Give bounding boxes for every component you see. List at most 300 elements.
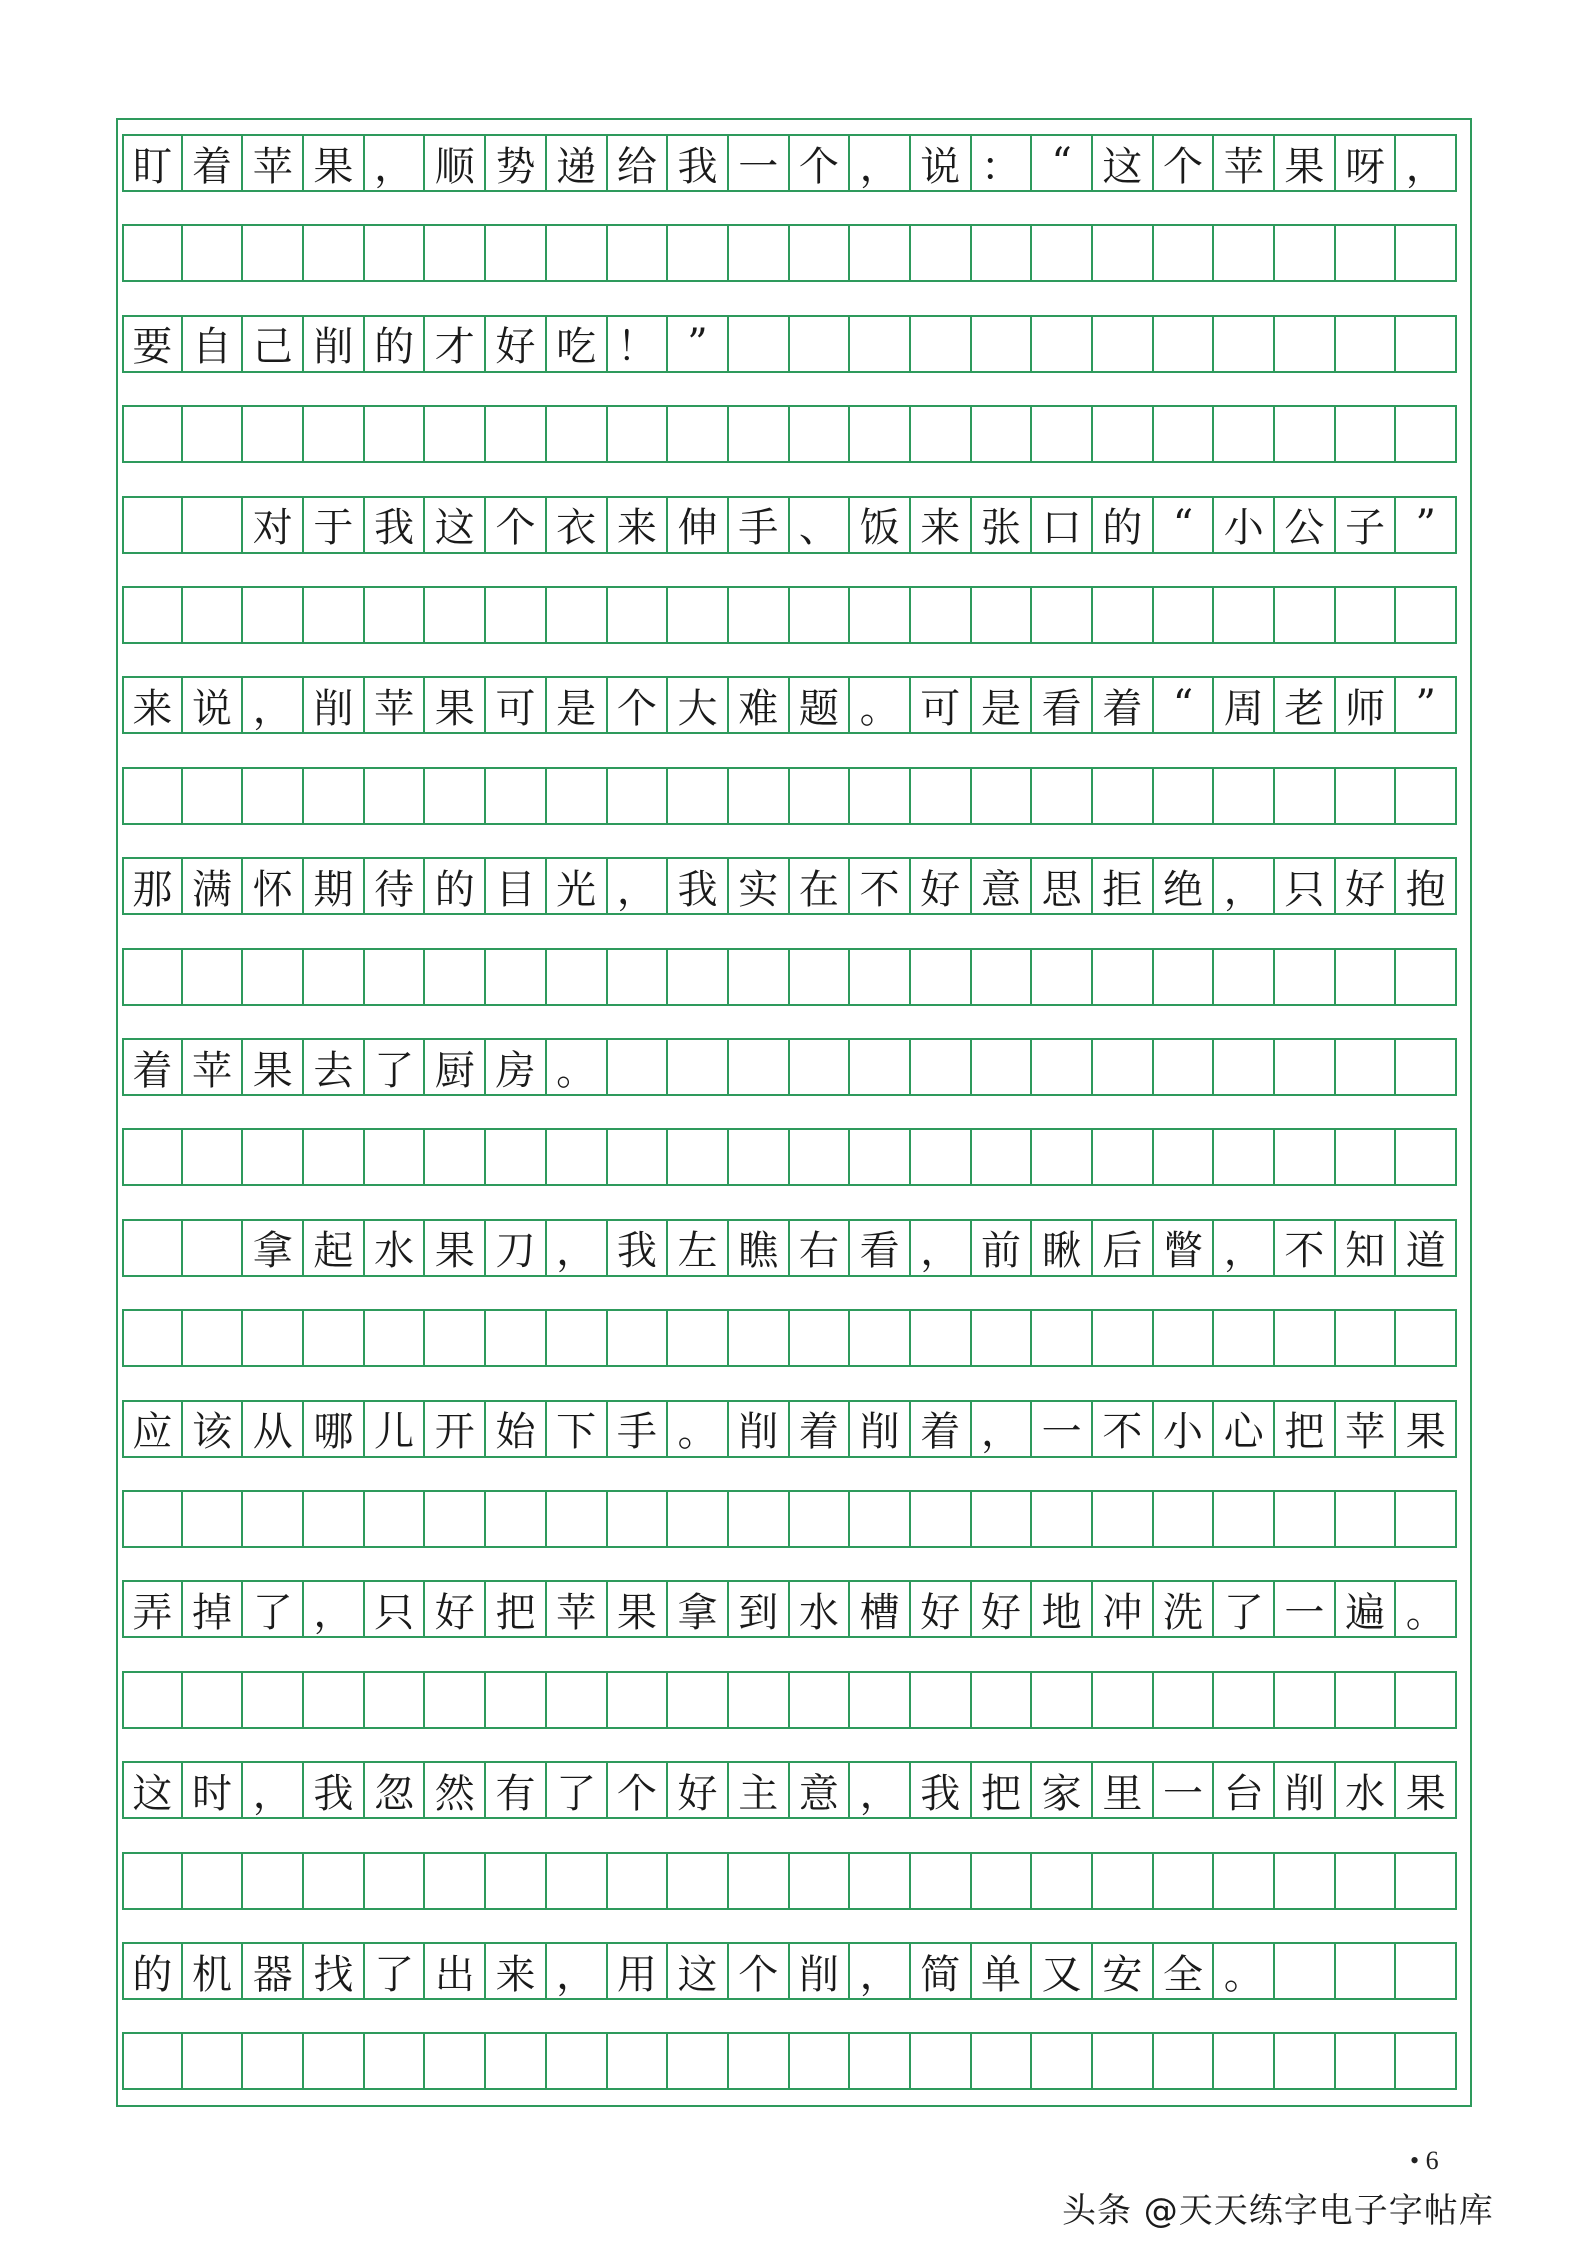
grid-cell — [668, 1671, 729, 1729]
grid-cell: 周 — [1214, 676, 1275, 734]
grid-cell: 好 — [1336, 857, 1397, 915]
grid-cell: 掉 — [183, 1580, 244, 1638]
grid-cell — [911, 315, 972, 373]
grid-cell — [1336, 1852, 1397, 1910]
grid-cell: 安 — [1093, 1942, 1154, 2000]
grid-cell — [729, 1671, 790, 1729]
grid-cell — [122, 586, 183, 644]
grid-cell: 期 — [304, 857, 365, 915]
grid-cell: 子 — [1336, 496, 1397, 554]
grid-cell — [304, 224, 365, 282]
grid-cell — [243, 1490, 304, 1548]
grid-cell — [1336, 1942, 1397, 2000]
grid-cell — [425, 405, 486, 463]
grid-cell: 不 — [850, 857, 911, 915]
grid-cell: 果 — [425, 1219, 486, 1277]
grid-cell — [972, 1309, 1033, 1367]
grid-cell — [547, 586, 608, 644]
grid-cell — [1214, 405, 1275, 463]
grid-cell — [547, 1490, 608, 1548]
grid-cell: 老 — [1275, 676, 1336, 734]
grid-cell: 遍 — [1336, 1580, 1397, 1638]
grid-cell — [122, 2032, 183, 2090]
grid-cell: 一 — [1275, 1580, 1336, 1638]
grid-cell — [668, 1128, 729, 1186]
grid-cell — [365, 1309, 426, 1367]
watermark-text: 头条 @天天练字电子字帖库 — [1062, 2191, 1494, 2231]
grid-cell: 右 — [790, 1219, 851, 1277]
grid-cell — [668, 767, 729, 825]
grid-cell — [608, 586, 669, 644]
grid-cell — [911, 948, 972, 1006]
grid-cell: 一 — [729, 134, 790, 192]
grid-cell — [1275, 586, 1336, 644]
grid-cell: ， — [850, 1942, 911, 2000]
grid-cell: 。 — [850, 676, 911, 734]
grid-cell — [547, 1852, 608, 1910]
grid-cell: 我 — [304, 1761, 365, 1819]
grid-cell — [911, 1490, 972, 1548]
grid-cell — [304, 948, 365, 1006]
grid-cell — [486, 767, 547, 825]
grid-cell: 个 — [608, 1761, 669, 1819]
grid-cell: 应 — [122, 1400, 183, 1458]
grid-cell — [1093, 405, 1154, 463]
grid-cell: 递 — [547, 134, 608, 192]
grid-cell: 单 — [972, 1942, 1033, 2000]
grid-cell — [1093, 1309, 1154, 1367]
grid-cell: 看 — [1032, 676, 1093, 734]
grid-cell — [1093, 1038, 1154, 1096]
grid-cell: ， — [608, 857, 669, 915]
grid-cell — [1336, 1128, 1397, 1186]
grid-cell: 好 — [668, 1761, 729, 1819]
grid-cell — [425, 1671, 486, 1729]
grid-cell — [1275, 2032, 1336, 2090]
grid-cell — [1032, 1671, 1093, 1729]
grid-cell — [972, 1038, 1033, 1096]
grid-cell: 好 — [972, 1580, 1033, 1638]
grid-cell: 吃 — [547, 315, 608, 373]
grid-cell — [486, 224, 547, 282]
grid-cell — [1154, 1309, 1215, 1367]
grid-cell — [122, 948, 183, 1006]
grid-cell: 的 — [1093, 496, 1154, 554]
grid-cell: 把 — [972, 1761, 1033, 1819]
grid-cell — [183, 1671, 244, 1729]
grid-cell: 来 — [122, 676, 183, 734]
grid-cell — [1396, 767, 1457, 825]
grid-cell: 这 — [425, 496, 486, 554]
grid-cell — [1154, 948, 1215, 1006]
grid-cell — [790, 1671, 851, 1729]
grid-cell — [425, 1309, 486, 1367]
grid-cell — [183, 224, 244, 282]
grid-cell — [790, 1128, 851, 1186]
grid-cell: ， — [850, 1761, 911, 1819]
grid-cell: 时 — [183, 1761, 244, 1819]
grid-cell: 意 — [790, 1761, 851, 1819]
grid-cell: 这 — [122, 1761, 183, 1819]
grid-cell — [608, 1038, 669, 1096]
grid-cell: 来 — [608, 496, 669, 554]
grid-cell — [243, 767, 304, 825]
grid-cell — [668, 586, 729, 644]
grid-cell: 儿 — [365, 1400, 426, 1458]
grid-cell — [608, 224, 669, 282]
grid-cell: 个 — [729, 1942, 790, 2000]
grid-cell — [850, 1852, 911, 1910]
grid-cell: 地 — [1032, 1580, 1093, 1638]
grid-cell — [972, 224, 1033, 282]
grid-cell — [1396, 1852, 1457, 1910]
grid-cell: 拿 — [243, 1219, 304, 1277]
grid-cell — [547, 1671, 608, 1729]
grid-cell: 又 — [1032, 1942, 1093, 2000]
grid-cell — [911, 405, 972, 463]
grid-cell: 找 — [304, 1942, 365, 2000]
grid-cell: 对 — [243, 496, 304, 554]
grid-cell: 伸 — [668, 496, 729, 554]
grid-cell — [668, 405, 729, 463]
grid-cell — [1093, 1128, 1154, 1186]
grid-cell: 心 — [1214, 1400, 1275, 1458]
grid-cell — [304, 2032, 365, 2090]
grid-cell: 始 — [486, 1400, 547, 1458]
grid-cell — [1214, 2032, 1275, 2090]
grid-cell — [729, 1490, 790, 1548]
grid-cell — [729, 586, 790, 644]
grid-cell — [1275, 1852, 1336, 1910]
grid-cell — [304, 1852, 365, 1910]
grid-cell — [850, 224, 911, 282]
grid-cell: 要 — [122, 315, 183, 373]
grid-cell — [365, 767, 426, 825]
grid-cell — [790, 1852, 851, 1910]
grid-cell — [911, 2032, 972, 2090]
grid-cell — [183, 1852, 244, 1910]
grid-cell: 知 — [1336, 1219, 1397, 1277]
grid-cell: 好 — [425, 1580, 486, 1638]
grid-cell: 势 — [486, 134, 547, 192]
grid-cell — [122, 405, 183, 463]
grid-cell: 苹 — [547, 1580, 608, 1638]
grid-cell: 把 — [486, 1580, 547, 1638]
grid-cell — [850, 1309, 911, 1367]
grid-cell: 我 — [608, 1219, 669, 1277]
text-row — [122, 1942, 1457, 2000]
grid-cell: 饭 — [850, 496, 911, 554]
grid-cell: 苹 — [243, 134, 304, 192]
grid-cell: 思 — [1032, 857, 1093, 915]
grid-cell — [547, 767, 608, 825]
grid-cell — [1275, 1490, 1336, 1548]
grid-cell: ” — [1396, 676, 1457, 734]
grid-cell — [1336, 767, 1397, 825]
grid-cell: 个 — [486, 496, 547, 554]
grid-cell: 瞧 — [729, 1219, 790, 1277]
grid-cell — [850, 315, 911, 373]
grid-cell: 水 — [365, 1219, 426, 1277]
grid-cell — [1154, 586, 1215, 644]
grid-cell — [486, 1128, 547, 1186]
blank-row — [122, 1490, 1457, 1548]
grid-cell: 待 — [365, 857, 426, 915]
grid-cell: 口 — [1032, 496, 1093, 554]
grid-cell — [183, 948, 244, 1006]
grid-cell — [1396, 405, 1457, 463]
grid-cell — [425, 1852, 486, 1910]
text-row — [122, 496, 1457, 554]
grid-cell: 水 — [790, 1580, 851, 1638]
grid-cell — [1214, 1309, 1275, 1367]
grid-cell: 简 — [911, 1942, 972, 2000]
grid-cell: 。 — [1214, 1942, 1275, 2000]
grid-cell — [1032, 586, 1093, 644]
grid-cell: ， — [547, 1219, 608, 1277]
grid-cell — [668, 1309, 729, 1367]
grid-cell: 果 — [1396, 1761, 1457, 1819]
grid-cell — [668, 1490, 729, 1548]
grid-cell — [972, 1671, 1033, 1729]
grid-cell: 是 — [547, 676, 608, 734]
blank-row — [122, 1128, 1457, 1186]
grid-cell: 开 — [425, 1400, 486, 1458]
grid-cell — [668, 1852, 729, 1910]
grid-cell — [547, 2032, 608, 2090]
grid-cell: 可 — [911, 676, 972, 734]
grid-cell: 一 — [1154, 1761, 1215, 1819]
grid-cell: 小 — [1214, 496, 1275, 554]
grid-cell — [183, 586, 244, 644]
grid-cell: 然 — [425, 1761, 486, 1819]
grid-cell: 果 — [608, 1580, 669, 1638]
grid-cell: 苹 — [1336, 1400, 1397, 1458]
grid-cell — [1154, 405, 1215, 463]
grid-cell: ， — [365, 134, 426, 192]
grid-cell: “ — [1154, 676, 1215, 734]
grid-cell: 里 — [1093, 1761, 1154, 1819]
grid-cell — [425, 224, 486, 282]
grid-cell: 槽 — [850, 1580, 911, 1638]
grid-cell — [850, 1490, 911, 1548]
grid-cell — [183, 1309, 244, 1367]
grid-cell — [972, 2032, 1033, 2090]
grid-cell — [304, 1128, 365, 1186]
grid-cell: 着 — [1093, 676, 1154, 734]
grid-cell: 了 — [365, 1942, 426, 2000]
grid-cell — [1093, 315, 1154, 373]
blank-row — [122, 2032, 1457, 2090]
grid-cell: 实 — [729, 857, 790, 915]
grid-cell: 张 — [972, 496, 1033, 554]
grid-cell: 。 — [1396, 1580, 1457, 1638]
grid-cell — [365, 405, 426, 463]
grid-cell — [972, 1128, 1033, 1186]
grid-cell — [122, 1671, 183, 1729]
text-row — [122, 1580, 1457, 1638]
grid-cell — [183, 2032, 244, 2090]
grid-cell — [790, 1038, 851, 1096]
grid-cell: 着 — [122, 1038, 183, 1096]
text-row — [122, 1219, 1457, 1277]
grid-cell — [365, 948, 426, 1006]
text-row — [122, 134, 1457, 192]
grid-cell: 主 — [729, 1761, 790, 1819]
grid-cell: 拿 — [668, 1580, 729, 1638]
text-row — [122, 1038, 1457, 1096]
grid-cell — [790, 315, 851, 373]
grid-cell — [1032, 948, 1093, 1006]
grid-cell — [1275, 405, 1336, 463]
grid-cell — [365, 2032, 426, 2090]
blank-row — [122, 1309, 1457, 1367]
grid-cell: 我 — [911, 1761, 972, 1819]
grid-cell: 了 — [365, 1038, 426, 1096]
grid-cell — [425, 1490, 486, 1548]
grid-cell: 的 — [425, 857, 486, 915]
grid-cell — [1154, 1852, 1215, 1910]
grid-cell — [608, 2032, 669, 2090]
grid-cell: 来 — [486, 1942, 547, 2000]
grid-cell — [729, 224, 790, 282]
grid-cell: 个 — [608, 676, 669, 734]
grid-cell — [243, 586, 304, 644]
grid-cell — [425, 2032, 486, 2090]
grid-cell: 师 — [1336, 676, 1397, 734]
grid-cell — [1336, 315, 1397, 373]
grid-cell — [1032, 1128, 1093, 1186]
blank-row — [122, 767, 1457, 825]
grid-cell: ， — [911, 1219, 972, 1277]
grid-cell — [425, 767, 486, 825]
grid-cell: 说 — [911, 134, 972, 192]
grid-cell — [608, 948, 669, 1006]
grid-cell — [668, 948, 729, 1006]
grid-cell — [850, 1038, 911, 1096]
grid-cell — [1396, 1309, 1457, 1367]
grid-cell — [790, 405, 851, 463]
grid-cell — [1275, 1128, 1336, 1186]
grid-cell — [729, 1852, 790, 1910]
grid-cell — [608, 1852, 669, 1910]
grid-cell — [608, 1128, 669, 1186]
grid-cell: 苹 — [1214, 134, 1275, 192]
grid-cell: 哪 — [304, 1400, 365, 1458]
grid-cell: ， — [547, 1942, 608, 2000]
grid-cell — [668, 2032, 729, 2090]
grid-cell: 苹 — [365, 676, 426, 734]
grid-cell — [790, 1490, 851, 1548]
grid-cell: 才 — [425, 315, 486, 373]
grid-cell — [1275, 1309, 1336, 1367]
grid-cell — [1154, 1128, 1215, 1186]
grid-cell: 个 — [1154, 134, 1215, 192]
grid-cell: 拒 — [1093, 857, 1154, 915]
grid-cell — [1154, 1490, 1215, 1548]
grid-cell — [1032, 1852, 1093, 1910]
blank-row — [122, 405, 1457, 463]
grid-cell — [122, 1490, 183, 1548]
grid-cell: ” — [1396, 496, 1457, 554]
grid-cell: 这 — [1093, 134, 1154, 192]
grid-cell: 好 — [911, 857, 972, 915]
grid-cell: 了 — [1214, 1580, 1275, 1638]
grid-cell — [911, 1309, 972, 1367]
grid-cell: 到 — [729, 1580, 790, 1638]
grid-cell — [425, 948, 486, 1006]
grid-cell — [1336, 586, 1397, 644]
grid-cell — [729, 315, 790, 373]
grid-cell — [486, 948, 547, 1006]
grid-cell: 在 — [790, 857, 851, 915]
grid-cell — [486, 1490, 547, 1548]
grid-cell: 。 — [668, 1400, 729, 1458]
grid-cell: 是 — [972, 676, 1033, 734]
grid-cell — [183, 1128, 244, 1186]
grid-cell — [1396, 2032, 1457, 2090]
grid-cell — [1396, 1942, 1457, 2000]
grid-cell — [1032, 1309, 1093, 1367]
grid-cell: 削 — [729, 1400, 790, 1458]
grid-cell: 大 — [668, 676, 729, 734]
grid-cell — [304, 1490, 365, 1548]
grid-cell — [243, 2032, 304, 2090]
grid-cell — [304, 1309, 365, 1367]
grid-cell — [304, 586, 365, 644]
grid-cell: 看 — [850, 1219, 911, 1277]
grid-cell — [122, 1219, 183, 1277]
grid-cell: 来 — [911, 496, 972, 554]
grid-cell — [365, 1128, 426, 1186]
grid-cell: 台 — [1214, 1761, 1275, 1819]
grid-cell — [1032, 1038, 1093, 1096]
grid-cell — [122, 767, 183, 825]
grid-cell — [729, 405, 790, 463]
grid-cell: 果 — [243, 1038, 304, 1096]
grid-cell — [183, 405, 244, 463]
grid-cell: 果 — [304, 134, 365, 192]
grid-cell — [547, 948, 608, 1006]
grid-cell — [486, 2032, 547, 2090]
grid-cell — [729, 1309, 790, 1367]
grid-cell: 只 — [365, 1580, 426, 1638]
grid-cell — [608, 1671, 669, 1729]
grid-cell: ， — [1396, 134, 1457, 192]
text-row — [122, 857, 1457, 915]
grid-cell: ， — [972, 1400, 1033, 1458]
grid-cell: 前 — [972, 1219, 1033, 1277]
grid-cell — [972, 1852, 1033, 1910]
grid-cell — [1093, 586, 1154, 644]
grid-cell: 削 — [304, 315, 365, 373]
grid-cell — [1093, 948, 1154, 1006]
grid-cell — [1214, 948, 1275, 1006]
grid-cell — [790, 767, 851, 825]
grid-cell — [1336, 1671, 1397, 1729]
grid-cell — [1396, 1490, 1457, 1548]
grid-cell — [1396, 224, 1457, 282]
grid-cell — [850, 586, 911, 644]
grid-cell — [1214, 1671, 1275, 1729]
grid-cell: 忽 — [365, 1761, 426, 1819]
grid-cell: 意 — [972, 857, 1033, 915]
grid-cell — [1336, 1309, 1397, 1367]
grid-cell — [1396, 586, 1457, 644]
grid-cell — [122, 1852, 183, 1910]
grid-cell — [304, 767, 365, 825]
grid-cell — [972, 405, 1033, 463]
